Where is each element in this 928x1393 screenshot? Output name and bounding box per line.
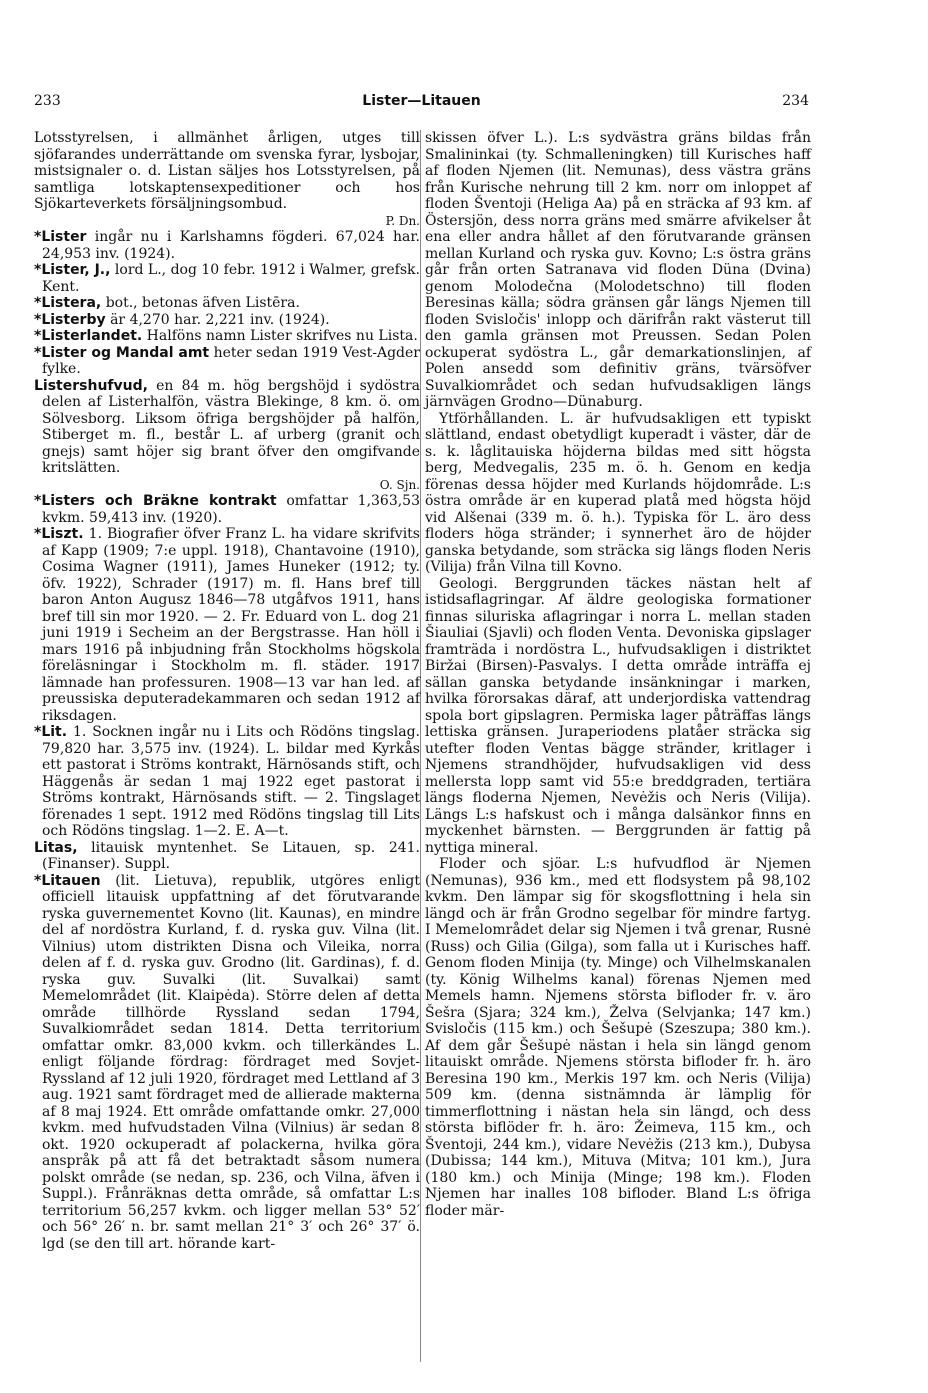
- entry-litas: [34, 840, 420, 873]
- left-column: [34, 130, 420, 1252]
- entry-body: Lotsstyrelsen, i allmänhet årligen, utges till sjöfarandes underrättande om svenska fyrar, lysbojar, mistsignaler o. d. Listan säljes hos Lotsstyrelsen, på samtliga lotskaptensexpeditioner och hos Sjökarteverkets försäljningsombud.: [34, 130, 420, 212]
- entry-body: 1. Socknen ingår nu i Lits och Rödöns tingslag. 79,820 har. 3,575 inv. (1924). L. bildar med Kyrkås ett pastorat i Ströms kontrakt, Härnösands stift, och Häggenås är sedan 1 maj 1922 eget pastorat i Ströms kontrakt, Härnösands stift. — 2. Tingslaget förenades 1 sept. 1912 med Rödöns tingslag till Lits och Rödöns tingslag. 1—2. E. A—t.: [42, 724, 421, 839]
- entry-listers-och-brakne: [34, 493, 420, 526]
- entry-lister-og-mandal: [34, 345, 420, 378]
- entry-head: *Litauen: [34, 872, 101, 889]
- entry-head: *Liszt.: [34, 526, 84, 542]
- paragraph-ytforhallanden: Ytförhållanden. L. är hufvudsakligen ett typiskt slättland, endast obetydligt kuperadt i väster, där de s. k. låglitauiska höjderna bildas med sitt högsta berg, Medvegalis, 235 m. ö. h. Genom en kedja förenas dessa höjder med Kurlands höjdområde. L:s östra område är en kuperad platå med högsta höjd vid Alšenai (339 m. ö. h.). Typiska för L. äro dess floders höga stränder; i synnerhet äro de höjder ganska betydande, som sträcka sig längs floden Neris (Vilija) från Vilna till Kovno.: [425, 410, 811, 575]
- entry-body: lord L., dog 10 febr. 1912 i Walmer, grefsk. Kent.: [42, 262, 420, 295]
- entry-body: är 4,270 har. 2,221 inv. (1924).: [110, 311, 330, 328]
- column-divider: [420, 130, 421, 1362]
- entry-listera: [34, 295, 420, 312]
- entry-lister-j: [34, 262, 420, 295]
- entry-head: *Lister og Mandal amt: [34, 344, 210, 361]
- entry-body: bot., betonas äfven Listēra.: [105, 295, 300, 311]
- paragraph-floder: Floder och sjöar. L:s hufvudflod är Njemen (Nemunas), 936 km., med ett flodsystem på 98,102 kvkm. Den lämpar sig för skogsflottning i hela sin längd och är från Grodno segelbar för mindre fartyg. I Memelområdet delar sig Njemen i två grenar, Rusnė (Russ) och Gilia (Gilga), som falla ut i Kurisches haff. Genom floden Minija (ty. Minge) och Vilhelmskanalen (ty. König Wilhelms kanal) förenas Njemen med Memels hamn. Njemens största bifloder fr. v. äro Šešra (Sjara; 324 km.), Želva (Selvjanka; 147 km.) Svisločis (115 km.) och Šešupė (Szeszupa; 380 km.). Af dem går Šešupė nästan i hela sin längd genom litauiskt område. Njemens största bifloder fr. h. äro Beresina 190 km., Merkis 197 km. och Neris (Vilija) 509 km. (denna sistnämnda är lämplig för timmerflottning i nästan hela sin längd, och dess största biflöder fr. h. äro: Žeimeva, 115 km., och Šventoji, 244 km.), vidare Nevėžis (213 km.), Dubysa (Dubissa; 144 km.), Mituva (Mitva; 101 km.), Jura (180 km.) och Minija (Minge; 198 km.). Floden Njemen har inalles 108 bifloder. Bland L:s öfriga floder mär-: [425, 856, 811, 1219]
- paragraph-geologi: Geologi. Berggrunden täckes nästan helt af istidsaflagringar. Af äldre geologiska formationer finnas siluriska aflagringar i norra L. mellan staden Šiauliai (Sjavli) och floden Venta. Devoniska gipslager framträda i nordöstra L., hufvudsakligen i distriktet Biržai (Birsen)-Pasvalys. I detta område inträffa ej sällan ganska betydande insänkningar i marken, hvilka förorsakas däraf, att underjordiska vattendrag spola bort gipslagren. Permiska lager påträffas längs lettiska gränsen. Juraperiodens platåer sträcka sig utefter floden Ventas bägge stränder, kritlager i Njemens strandhöjder, hufvudsakligen vid dess mellersta lopp samt vid 55:e breddgraden, tertiära längs floderna Njemen, Nevėžis och Neris (Vilija). Längs L:s hafskust och i många dalsänkor finns en myckenhet bärnsten. — Berggrunden är fattig på nyttiga mineral.: [425, 575, 811, 856]
- entry-body: heter sedan 1919 Vest-Agder fylke.: [42, 344, 420, 377]
- entry-litauen: [34, 873, 420, 1253]
- entry-liszt: [34, 526, 420, 724]
- entry-body: en 84 m. hög bergshöjd i sydöstra delen af Listerhalfön, västra Blekinge, 8 km. ö. om Sölvesborg. Liksom öfriga bergshöjder på halfön, Stiberget m. fl., består L. af urberg (granit och gnejs) samt höjer sig brant öfver den omgifvande kritslätten.: [42, 377, 420, 476]
- entry-head: *Listerby: [34, 311, 106, 328]
- signature: O. Sjn.: [379, 477, 420, 492]
- signature: P. Dn.: [385, 213, 420, 228]
- entry-listerby: [34, 312, 420, 329]
- right-column: [425, 130, 811, 1219]
- paragraph-borders: skissen öfver L.). L:s sydvästra gräns bildas från Smalininkai (ty. Schmalleningken) till Kurisches haff af floden Njemen (lit. Nemunas), dess västra gräns från Kurische nehrung till 2 km. norr om inloppet af floden Šventoji (Heliga Aa) på en sträcka af 93 km. af Östersjön, dess norra gräns med smärre afvikelser åt ena eller andra hållet af den förutvarande gränsen mellan Kurland och ryska guv. Kovno; L:s östra gräns går från orten Satranava vid floden Düna (Dvina) genom Molodečna (Molodetschno) till floden Beresinas källa; södra gränsen går längs Njemen till floden Svisločis' inlopp och därifrån rakt västerut till den gamla gränsen mot Preussen. Sedan Polen ockuperat sydöstra L., går demarkationslinjen, af Polen ansedd som definitiv gräns, tvärsöfver Suvalkiområdet och sedan hufvudsakligen längs järnvägen Grodno—Dünaburg.: [425, 130, 811, 410]
- entry-body: 1. Biografier öfver Franz L. ha vidare skrifvits af Kapp (1909; 7:e uppl. 1918), Chantavoine (1910), Cosima Wagner (1911), James Huneker (1912; ty. öfv. 1922), Schrader (1917) m. fl. Hans bref till baron Anton Augusz 1846—78 utgåfvos 1911, hans bref till sin mor 1920. — 2. Fr. Eduard von L. dog 21 juni 1919 i Secheim an der Bergstrasse. Han höll i mars 1916 på inbjudning från Stockholms högskola föreläsningar i Stockholm m. fl. städer. 1917 lämnade han professuren. 1908—13 var han led. af preussiska deputeradekammaren och sedan 1912 af riksdagen.: [42, 526, 420, 724]
- entry-head: Litas,: [34, 839, 78, 856]
- entry-lit: [34, 724, 420, 840]
- entry-head: *Listers och Bräkne kontrakt: [34, 493, 277, 509]
- entry-listerlandet: [34, 328, 420, 345]
- entry-listershufvud: [34, 378, 420, 494]
- entry-continuation: [34, 130, 420, 229]
- entry-head: Listershufvud,: [34, 377, 148, 394]
- entry-head: *Listerlandet.: [34, 328, 143, 344]
- running-title: Lister—Litauen: [362, 93, 481, 109]
- entry-body: ingår nu i Karlshamns fögderi. 67,024 har. 24,953 inv. (1924).: [42, 229, 420, 262]
- entry-head: *Lit.: [34, 724, 68, 740]
- entry-head: *Lister: [34, 229, 87, 245]
- entry-lister: [34, 229, 420, 262]
- entry-body: (lit. Lietuva), republik, utgöres enligt officiell litauisk uppfattning af det förutvarande ryska guvernementet Kovno (lit. Kaunas), en mindre del af nordöstra Kurland, f. d. ryska guv. Vilna (lit. Vilnius) utom distrikten Disna och Vileika, norra delen af f. d. ryska guv. Grodno (lit. Gardinas), f. d. ryska guv. Suvalki (lit. Suvalkai) samt Memelområdet (lit. Klaipėda). Större delen af detta område tillhörde Ryssland sedan 1794, Suvalkiområdet sedan 1814. Detta territorium omfattar omkr. 83,000 kvkm. och tillerkändes L. enligt följande fördrag: fördraget med Sovjet-Ryssland af 12 juli 1920, fördraget med Lettland af 3 aug. 1921 samt fördraget med de allierade makterna af 8 maj 1924. Ett område omfattande omkr. 27,000 kvkm. med hufvudstaden Vilna (Vilnius) är sedan 8 okt. 1920 ockuperadt af polackerna, hvilka göra anspråk på att få det betraktadt såsom numera polskt område (se nedan, sp. 236, och Vilna, äfven i Suppl.). Frånräknas detta område, så omfattar L:s territorium 56,257 kvkm. och ligger mellan 53° 52′ och 56° 26′ n. br. samt mellan 21° 3′ och 26° 37′ ö. lgd (se den till art. hörande kart-: [42, 872, 420, 1252]
- page-header: [34, 93, 809, 113]
- entry-head: *Listera,: [34, 295, 102, 311]
- entry-body: litauisk myntenhet. Se Litauen, sp. 241. (Finanser). Suppl.: [42, 839, 420, 872]
- entry-body: Halföns namn Lister skrifves nu Lista.: [146, 328, 418, 344]
- entry-body: omfattar 1,363,53 kvkm. 59,413 inv. (1920).: [42, 493, 421, 526]
- page-number-left: 233: [34, 93, 61, 109]
- entry-head: *Lister, J.,: [34, 262, 111, 278]
- page-number-right: 234: [782, 93, 809, 109]
